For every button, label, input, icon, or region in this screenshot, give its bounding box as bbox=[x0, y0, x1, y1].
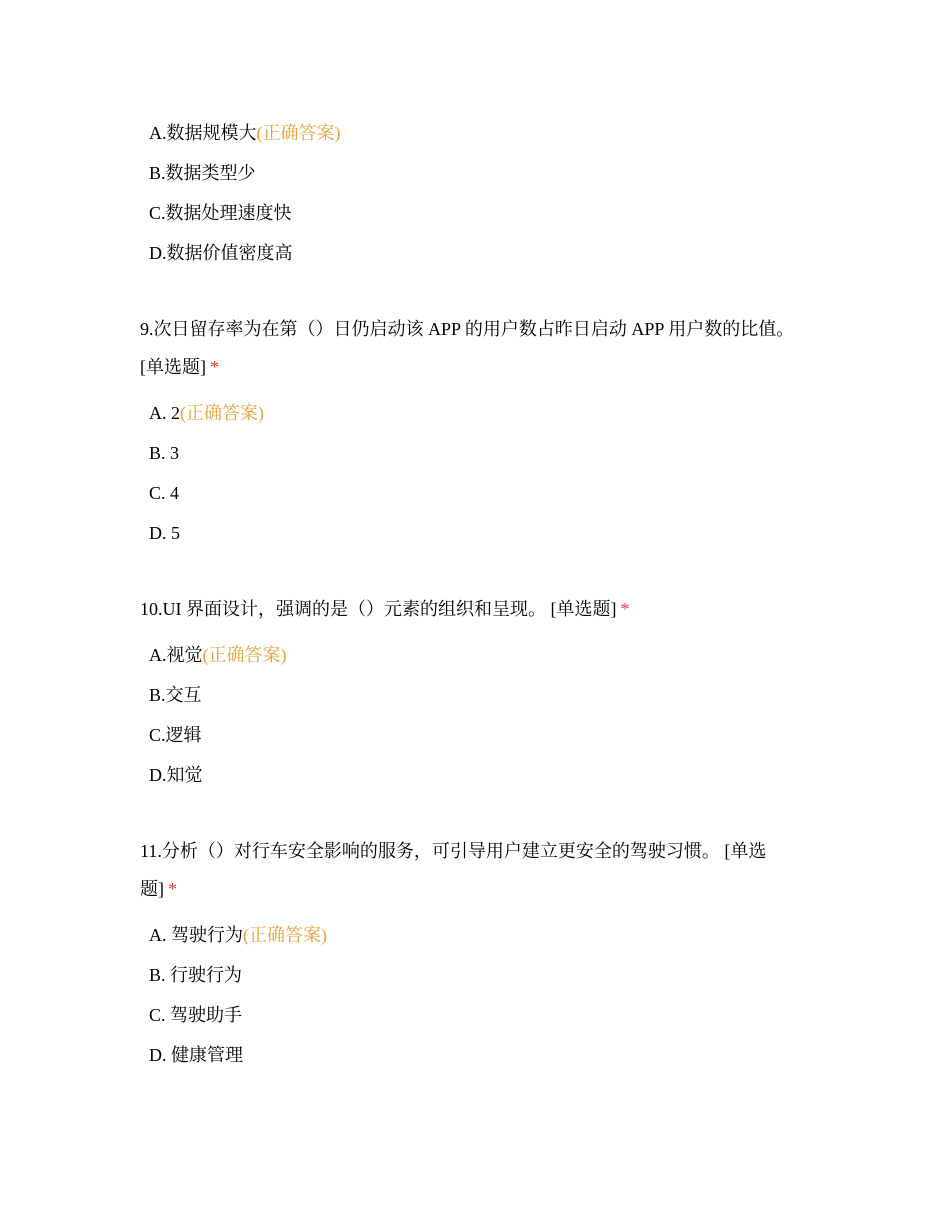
option-c bbox=[149, 724, 202, 746]
correct-answer-marker: (正确答案) bbox=[243, 925, 327, 945]
option-a bbox=[149, 122, 341, 144]
option-a bbox=[149, 402, 264, 424]
option-label: B.交互 bbox=[149, 685, 202, 705]
option-b bbox=[149, 442, 179, 464]
option-label: D.数据价值密度高 bbox=[149, 243, 293, 263]
option-label: C.逻辑 bbox=[149, 725, 202, 745]
option-label: A. 2 bbox=[149, 403, 180, 423]
option-label: B.数据类型少 bbox=[149, 163, 256, 183]
option-b bbox=[149, 964, 242, 986]
question-stem: 11.分析（）对行车安全影响的服务，可引导用户建立更安全的驾驶习惯。 bbox=[140, 841, 720, 861]
required-marker: * bbox=[620, 599, 630, 619]
question-type: [单选题] bbox=[140, 357, 206, 377]
option-label: C.数据处理速度快 bbox=[149, 203, 292, 223]
option-d bbox=[149, 522, 180, 544]
question-stem: 9.次日留存率为在第（）日仍启动该 APP 的用户数占昨日启动 APP 用户数的比值。 bbox=[140, 319, 795, 339]
correct-answer-marker: (正确答案) bbox=[202, 645, 287, 665]
required-marker: * bbox=[210, 357, 219, 377]
option-label: A.视觉 bbox=[149, 645, 203, 665]
question-text bbox=[140, 832, 795, 908]
question-type: [单选题] bbox=[550, 599, 617, 619]
option-label: C. 4 bbox=[149, 483, 180, 503]
option-label: C. 驾驶助手 bbox=[149, 1005, 243, 1025]
option-label: B. 3 bbox=[149, 443, 180, 463]
option-b bbox=[149, 162, 256, 184]
option-label: B. 行驶行为 bbox=[149, 965, 243, 985]
option-d bbox=[149, 764, 203, 786]
option-d bbox=[149, 1044, 243, 1066]
option-label: D. 健康管理 bbox=[149, 1045, 243, 1065]
option-a bbox=[149, 644, 287, 666]
question-text bbox=[140, 590, 795, 628]
option-label: A. 驾驶行为 bbox=[149, 925, 243, 945]
option-label: A.数据规模大 bbox=[149, 123, 257, 143]
question-type: [单选题] bbox=[140, 841, 767, 899]
question-stem: 10.UI 界面设计，强调的是（）元素的组织和呈现。 bbox=[140, 599, 546, 619]
correct-answer-marker: (正确答案) bbox=[180, 403, 264, 423]
option-b bbox=[149, 684, 202, 706]
option-c bbox=[149, 202, 292, 224]
option-c bbox=[149, 482, 179, 504]
option-c bbox=[149, 1004, 242, 1026]
option-d bbox=[149, 242, 293, 264]
option-label: D. 5 bbox=[149, 523, 180, 543]
option-a bbox=[149, 924, 327, 946]
correct-answer-marker: (正确答案) bbox=[256, 123, 341, 143]
required-marker: * bbox=[168, 879, 177, 899]
question-text bbox=[140, 310, 795, 386]
option-label: D.知觉 bbox=[149, 765, 203, 785]
